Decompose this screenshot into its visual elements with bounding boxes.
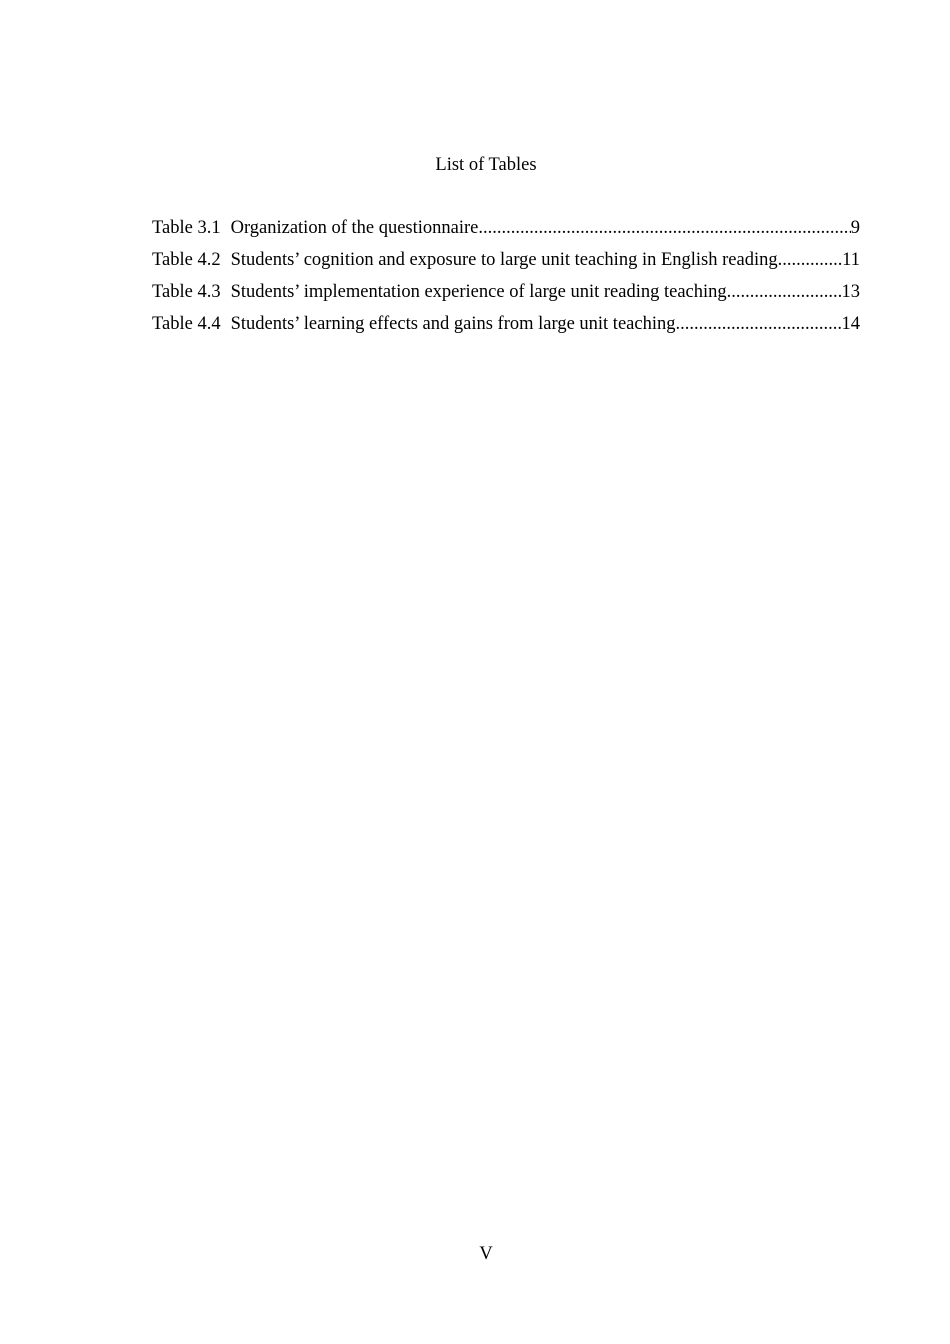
toc-entry-title: Students’ implementation experience of large unit reading teaching <box>230 282 727 302</box>
toc-entry-number: Table 4.4 <box>152 314 221 334</box>
toc-entry-table-4-3[interactable] <box>152 279 860 311</box>
page-title: List of Tables <box>435 155 537 175</box>
toc-entry-number: Table 4.2 <box>152 250 221 270</box>
dot-leader <box>478 215 850 241</box>
toc-entry-page: 11 <box>842 250 860 270</box>
page-number: V <box>479 1244 493 1264</box>
toc-entry-page: 14 <box>841 314 860 334</box>
toc-entry-table-3-1[interactable] <box>152 215 860 247</box>
toc-entry-table-4-4[interactable] <box>152 311 860 343</box>
toc-entry-title: Students’ learning effects and gains from large unit teaching <box>230 314 676 334</box>
dot-leader <box>675 311 841 337</box>
toc-entry-page: 9 <box>850 218 860 238</box>
toc-entry-title: Organization of the questionnaire <box>230 218 479 238</box>
dot-leader <box>727 279 842 305</box>
list-of-tables <box>152 215 860 343</box>
toc-entry-table-4-2[interactable] <box>152 247 860 279</box>
dot-leader <box>778 247 843 273</box>
toc-entry-number: Table 3.1 <box>152 218 221 238</box>
toc-entry-page: 13 <box>841 282 860 302</box>
toc-entry-title: Students’ cognition and exposure to large unit teaching in English reading <box>230 250 778 270</box>
toc-entry-number: Table 4.3 <box>152 282 221 302</box>
